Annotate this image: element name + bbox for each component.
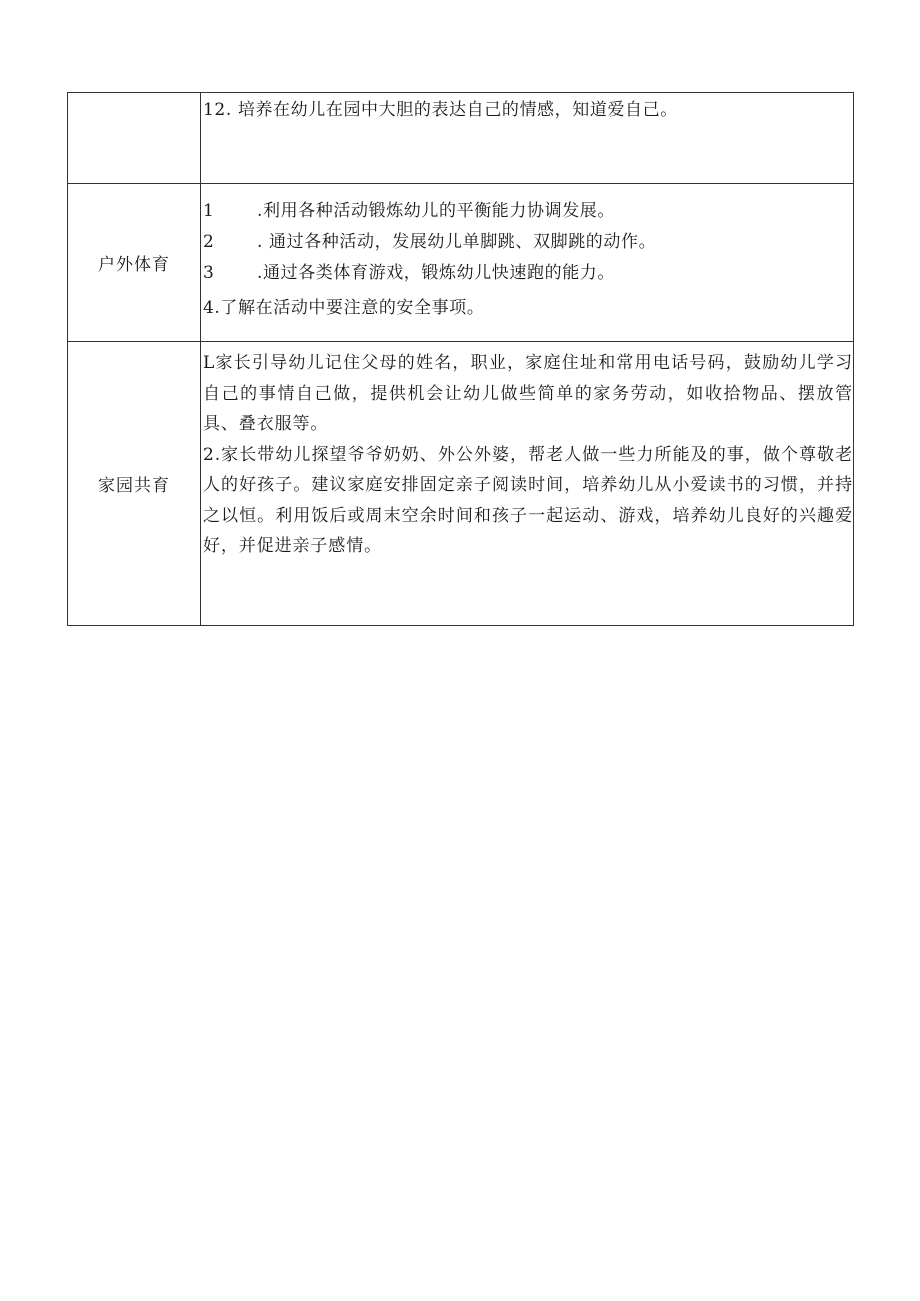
row-label-home-school: 家园共育 (68, 342, 201, 626)
row-content-cell (201, 93, 854, 184)
paragraph: L家长引导幼儿记住父母的姓名，职业，家庭住址和常用电话号码，鼓励幼儿学习自己的事情自己做，提供机会让幼儿做些简单的家务劳动，如收拾物品、摆放管具、叠衣服等。 (203, 353, 853, 434)
list-item (203, 196, 853, 227)
item-text: .通过各类体育游戏，锻炼幼儿快速跑的能力。 (257, 263, 616, 283)
row-content-cell (201, 184, 854, 342)
item-number: 3 (203, 263, 215, 283)
item-text: . 通过各种活动，发展幼儿单脚跳、双脚跳的动作。 (257, 232, 657, 252)
list-item (203, 258, 853, 289)
plan-table (67, 92, 854, 626)
item-text: .利用各种活动锻炼幼儿的平衡能力协调发展。 (257, 201, 616, 221)
table-row (68, 93, 854, 184)
goal-line: 12. 培养在幼儿在园中大胆的表达自己的情感，知道爱自己。 (203, 100, 678, 120)
list-item: 4.了解在活动中要注意的安全事项。 (203, 298, 485, 318)
table-row (68, 184, 854, 342)
row-content-cell (201, 342, 854, 626)
table-row (68, 342, 854, 626)
row-label-cell (68, 93, 201, 184)
list-item (203, 227, 853, 258)
paragraph: 2.家长带幼儿探望爷爷奶奶、外公外婆，帮老人做一些力所能及的事，做个尊敬老人的好孩子。建议家庭安排固定亲子阅读时间，培养幼儿从小爱读书的习惯，并持之以恒。利用饭后或周末空余时间和孩子一起运动、游戏，培养幼儿良好的兴趣爱好，并促进亲子感情。 (203, 444, 853, 556)
row-label-outdoor-pe: 户外体育 (68, 184, 201, 342)
item-number: 2 (203, 232, 215, 252)
item-number: 1 (203, 201, 215, 221)
